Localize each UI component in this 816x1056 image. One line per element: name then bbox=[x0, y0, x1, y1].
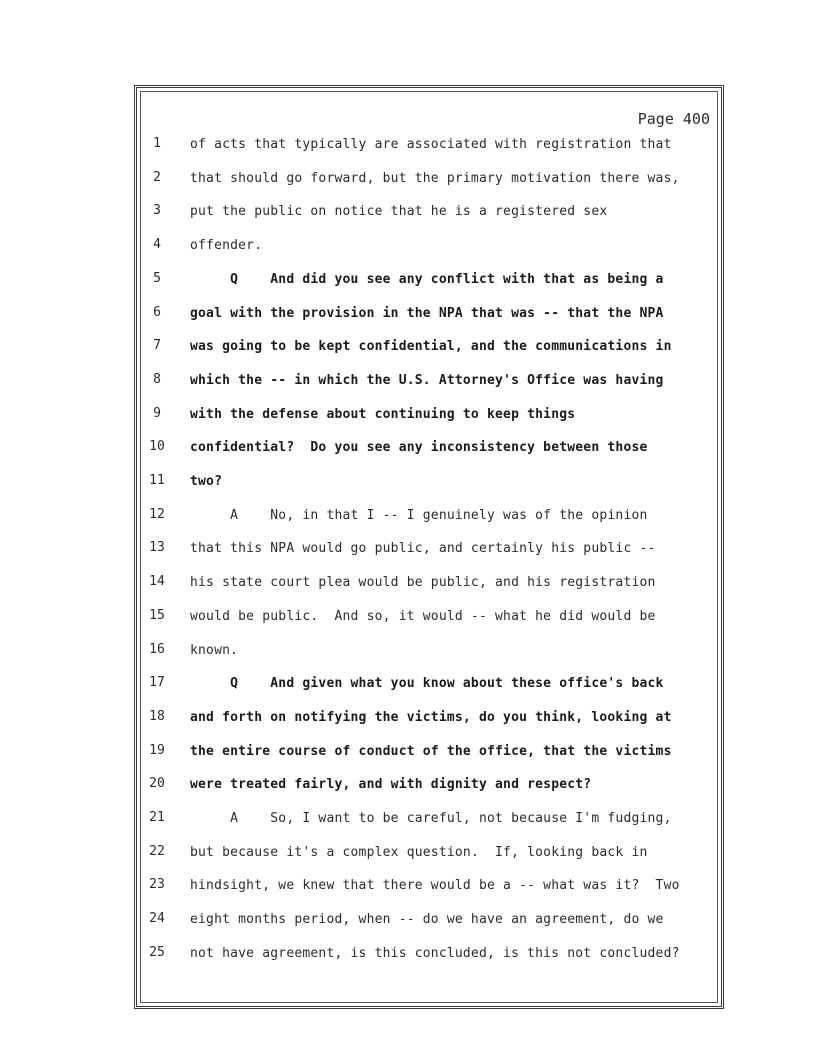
line-number: 22 bbox=[149, 843, 165, 859]
line-text: offender. bbox=[190, 238, 263, 254]
transcript-line bbox=[0, 439, 816, 463]
line-number: 4 bbox=[153, 237, 161, 253]
line-text: with the defense about continuing to keep things bbox=[190, 406, 576, 422]
transcript-line bbox=[0, 170, 816, 194]
transcript-line bbox=[0, 877, 816, 901]
line-text: put the public on notice that he is a registered sex bbox=[190, 204, 608, 220]
transcript-line bbox=[0, 338, 816, 362]
line-number: 13 bbox=[149, 540, 165, 556]
page-number: Page 400 bbox=[637, 110, 710, 128]
line-number: 24 bbox=[149, 911, 165, 927]
line-number: 11 bbox=[149, 473, 165, 488]
transcript-line bbox=[0, 709, 816, 733]
line-text: and forth on notifying the victims, do you think, looking at bbox=[190, 709, 672, 725]
line-number: 2 bbox=[153, 169, 161, 185]
line-text: hindsight, we knew that there would be a -- what was it? Two bbox=[190, 878, 680, 894]
transcript-line bbox=[0, 203, 816, 227]
line-number: 17 bbox=[149, 675, 165, 691]
line-text: two? bbox=[190, 474, 223, 489]
line-number: 7 bbox=[153, 338, 161, 354]
line-number: 8 bbox=[153, 371, 161, 387]
line-number: 3 bbox=[153, 203, 161, 219]
line-number: 12 bbox=[149, 506, 165, 522]
transcript-line bbox=[0, 271, 816, 295]
line-text: would be public. And so, it would -- what he did would be bbox=[190, 608, 656, 624]
line-text: that should go forward, but the primary motivation there was, bbox=[190, 170, 680, 186]
transcript-line bbox=[0, 136, 816, 160]
line-text: that this NPA would go public, and certainly his public -- bbox=[190, 541, 656, 557]
line-text: eight months period, when -- do we have an agreement, do we bbox=[190, 912, 664, 928]
transcript-line bbox=[0, 743, 816, 767]
line-number: 5 bbox=[153, 270, 161, 286]
line-number: 16 bbox=[149, 641, 165, 657]
line-text: Q And did you see any conflict with that as being a bbox=[190, 271, 664, 287]
transcript-line bbox=[0, 911, 816, 935]
transcript-line bbox=[0, 473, 816, 497]
line-number: 23 bbox=[149, 877, 165, 893]
transcript-line bbox=[0, 372, 816, 396]
transcript-line bbox=[0, 574, 816, 598]
transcript-line bbox=[0, 945, 816, 969]
line-number: 10 bbox=[149, 439, 165, 455]
line-number: 9 bbox=[153, 405, 161, 421]
line-text: were treated fairly, and with dignity and respect? bbox=[190, 777, 592, 793]
line-text: of acts that typically are associated with registration that bbox=[190, 137, 672, 152]
line-text: confidential? Do you see any inconsistency between those bbox=[190, 440, 648, 456]
line-text: not have agreement, is this concluded, is this not concluded? bbox=[190, 945, 680, 961]
line-text: Q And given what you know about these office's back bbox=[190, 676, 664, 692]
transcript-line bbox=[0, 642, 816, 666]
line-text: the entire course of conduct of the office, that the victims bbox=[190, 743, 672, 759]
line-number: 1 bbox=[153, 136, 161, 151]
line-text: A So, I want to be careful, not because I'm fudging, bbox=[190, 811, 672, 826]
transcript-line bbox=[0, 406, 816, 430]
transcript-line bbox=[0, 507, 816, 531]
transcript-line bbox=[0, 540, 816, 564]
line-text: A No, in that I -- I genuinely was of the opinion bbox=[190, 507, 648, 523]
transcript-line bbox=[0, 810, 816, 834]
line-number: 15 bbox=[149, 607, 165, 623]
transcript-line bbox=[0, 305, 816, 329]
transcript-line bbox=[0, 675, 816, 699]
line-text: his state court plea would be public, and his registration bbox=[190, 575, 656, 591]
line-number: 14 bbox=[149, 574, 165, 590]
line-number: 25 bbox=[149, 944, 165, 960]
line-text: which the -- in which the U.S. Attorney's Office was having bbox=[190, 372, 664, 388]
line-number: 19 bbox=[149, 742, 165, 758]
transcript-line bbox=[0, 608, 816, 632]
transcript-line bbox=[0, 776, 816, 800]
line-number: 6 bbox=[153, 304, 161, 320]
transcript-line bbox=[0, 844, 816, 868]
transcript-line bbox=[0, 237, 816, 261]
line-number: 21 bbox=[149, 810, 165, 825]
line-text: goal with the provision in the NPA that was -- that the NPA bbox=[190, 305, 664, 321]
line-text: but because it's a complex question. If, looking back in bbox=[190, 844, 648, 860]
line-text: was going to be kept confidential, and the communications in bbox=[190, 339, 672, 355]
line-number: 20 bbox=[149, 776, 165, 792]
line-number: 18 bbox=[149, 708, 165, 724]
line-text: known. bbox=[190, 642, 239, 658]
